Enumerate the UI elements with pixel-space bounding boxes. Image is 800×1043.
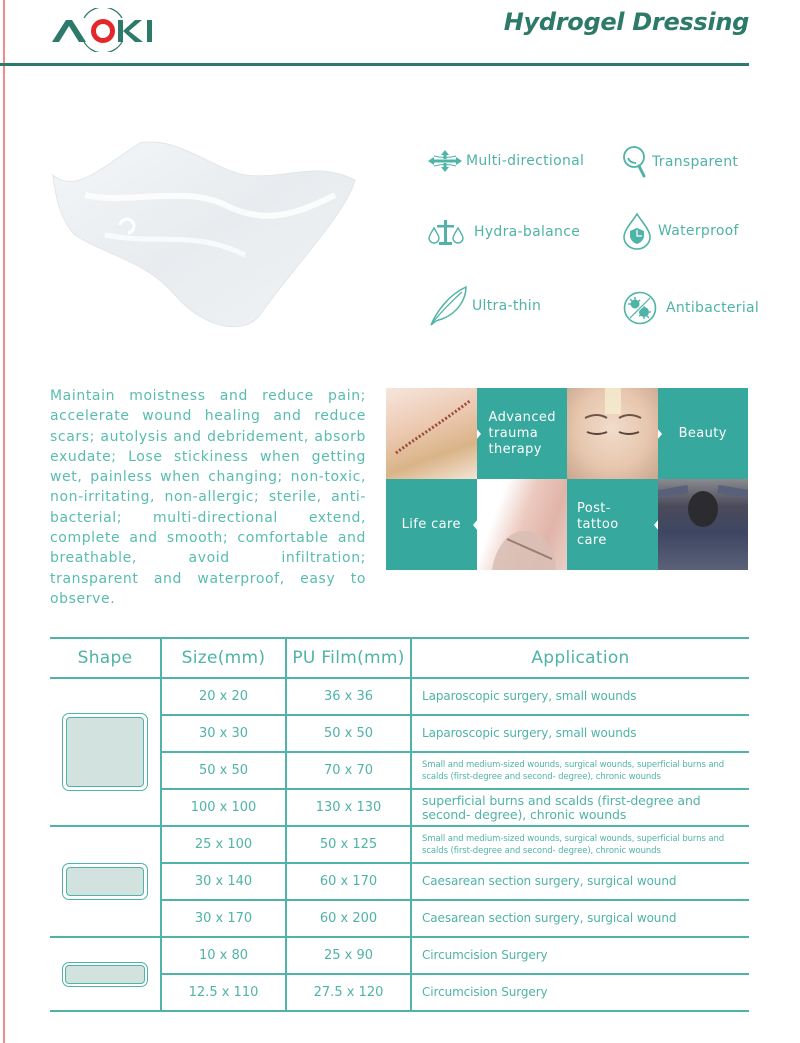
header-pu-film: PU Film(mm) [286,638,411,678]
margin-rule [3,0,5,1043]
feather-icon [428,285,468,327]
header-divider [0,63,749,66]
no-bacteria-icon [622,290,658,326]
application-beauty: Beauty [658,388,749,479]
table-row: 12.5 x 110 27.5 x 120 Circumcision Surgery [50,974,749,1011]
square-shape-icon [62,713,148,791]
heel-patch-photo [477,479,568,570]
feature-waterproof: Waterproof [622,212,739,250]
table-row: 20 x 20 36 x 36 Laparoscopic surgery, small wounds [50,678,749,715]
shape-rectangle [50,826,161,937]
feature-antibacterial: Antibacterial [622,290,759,326]
shape-narrow-strip [50,937,161,1011]
tattoo-back-photo [658,479,749,570]
hydrogel-dressing-image [45,135,365,340]
table-row: 30 x 170 60 x 200 Caesarean section surgery, surgical wound [50,900,749,937]
shape-square [50,678,161,826]
header-shape: Shape [50,638,161,678]
feature-multi-directional: Multi-directional [428,150,584,172]
feature-hydra-balance: Hydra-balance [428,218,580,246]
feature-ultra-thin: Ultra-thin [428,285,541,327]
table-row: 30 x 30 50 x 50 Laparoscopic surgery, small wounds [50,715,749,752]
table-row: 50 x 50 70 x 70 Small and medium-sized wounds, surgical wounds, superficial burns and scalds (first-degree and second- degree), chronic wounds [50,752,749,789]
table-row: 30 x 140 60 x 170 Caesarean section surgery, surgical wound [50,863,749,900]
header-size: Size(mm) [161,638,286,678]
aoki-logo [50,8,160,52]
product-description: Maintain moistness and reduce pain; accelerate wound healing and reduce scars; autolysis and debridement, absorb exudate; Lose stickiness when getting wet, painless when changing; non-toxic, non-irritating, non-allergic; sterile, anti-bacterial; multi-directional extend, complete and smooth; comfortable and breathable, avoid infiltration; transparent and waterproof, easy to observe. [50,388,366,607]
multi-directional-arrows-icon [428,150,462,172]
balance-scale-icon [428,218,464,246]
application-life-care: Life care [386,479,477,570]
table-row: 10 x 80 25 x 90 Circumcision Surgery [50,937,749,974]
page-title: Hydrogel Dressing [503,8,749,36]
strip-shape-icon [62,962,148,987]
application-grid [386,388,748,570]
table-row: 25 x 100 50 x 125 Small and medium-sized wounds, surgical wounds, superficial burns and scalds (first-degree and second- degree), chronic wounds [50,826,749,863]
face-mask-photo [567,388,658,479]
magnifier-icon [622,145,648,179]
application-post-tattoo-care: Post-tattoo care [567,479,658,570]
spec-table [50,637,749,1012]
header-application: Application [411,638,749,678]
feature-transparent: Transparent [622,145,738,179]
healing-scar-photo [386,388,477,479]
table-row: 100 x 100 130 x 130 superficial burns and scalds (first-degree and second- degree), chronic wounds [50,789,749,826]
rectangle-shape-icon [62,863,148,900]
table-header-row [50,638,749,678]
water-drop-shield-icon [622,212,652,250]
application-advanced-trauma-therapy: Advanced trauma therapy [477,388,568,479]
